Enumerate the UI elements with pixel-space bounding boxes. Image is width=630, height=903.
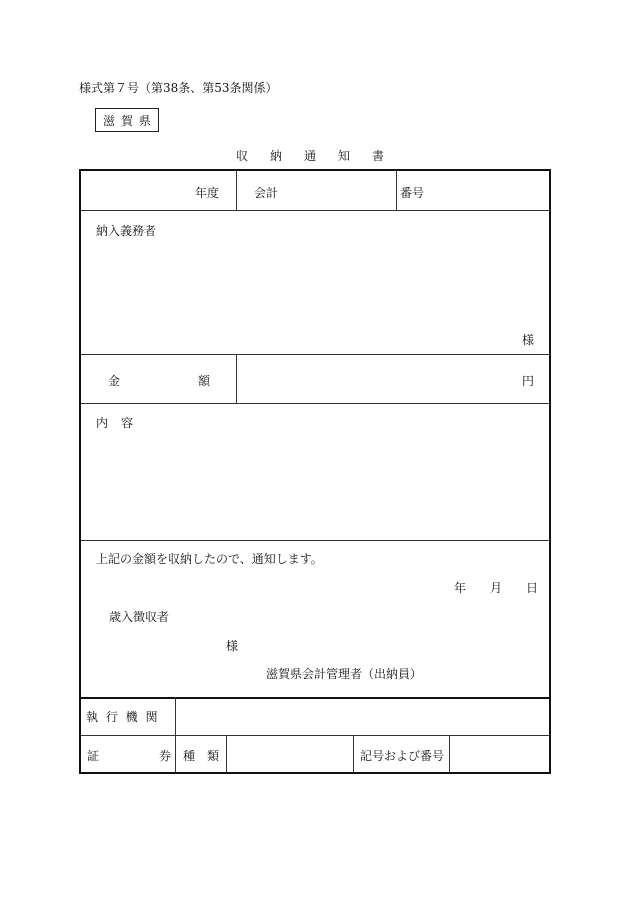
divider [175, 735, 176, 772]
collector-label: 歳入徴収者 [109, 610, 170, 624]
account-label: 会計 [254, 186, 279, 200]
content-label-right: 容 [121, 416, 134, 430]
divider [81, 735, 549, 736]
amount-unit: 円 [521, 374, 534, 388]
divider [81, 403, 549, 404]
divider [353, 735, 354, 772]
number-label: 番号 [400, 186, 425, 200]
divider [81, 210, 549, 211]
kind-label: 種 類 [183, 749, 220, 763]
divider [396, 171, 397, 210]
payer-label: 納入義務者 [96, 224, 157, 238]
date-year: 年 [454, 581, 467, 595]
date-day: 日 [526, 581, 539, 595]
collector-honorific: 様 [226, 639, 239, 653]
content-label-left: 内 [96, 416, 109, 430]
code-label: 記号および番号 [360, 749, 445, 763]
divider [449, 735, 450, 772]
execution-label: 執 行 機 関 [86, 710, 160, 724]
notice-form [79, 169, 551, 699]
divider [81, 540, 549, 541]
amount-label-left: 金 [108, 374, 121, 388]
securities-label-right: 券 [159, 749, 172, 763]
amount-label-right: 額 [198, 374, 211, 388]
divider [236, 171, 237, 210]
bottom-table [79, 697, 551, 774]
divider [175, 697, 176, 735]
divider [226, 735, 227, 772]
date-month: 月 [490, 581, 503, 595]
divider [236, 354, 237, 403]
prefecture-box: 滋賀県 [95, 108, 159, 132]
notice-text: 上記の金額を収納したので、通知します。 [96, 552, 323, 566]
issuer-text: 滋賀県会計管理者（出納員） [266, 667, 423, 681]
securities-label-left: 証 [87, 749, 100, 763]
payer-honorific: 様 [521, 333, 534, 347]
form-number: 様式第７号（第38条、第53条関係） [79, 81, 278, 95]
divider [81, 354, 549, 355]
fiscal-year-label: 年度 [195, 186, 220, 200]
document-title: 収納通知書 [236, 149, 407, 163]
